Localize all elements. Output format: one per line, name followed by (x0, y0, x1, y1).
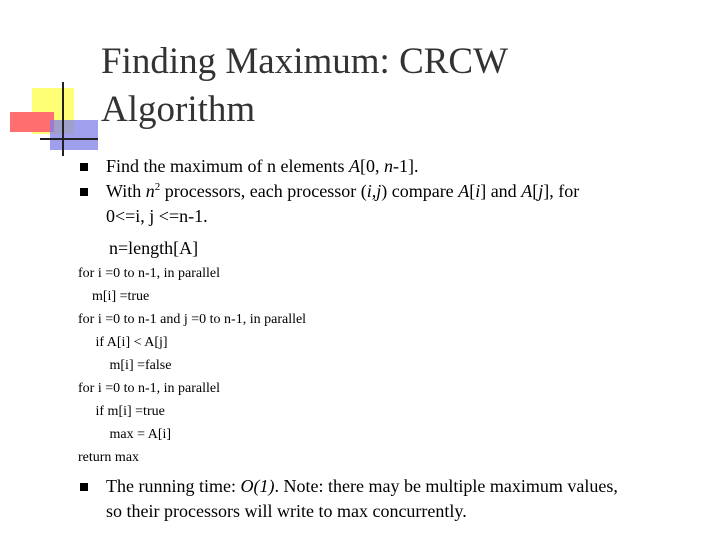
bullet-text: ] and (480, 181, 522, 201)
code-line: max = A[i] (78, 427, 172, 442)
code-line: for i =0 to n-1, in parallel (78, 266, 221, 281)
bullet-square-icon (80, 483, 88, 491)
code-line: for i =0 to n-1 and j =0 to n-1, in parallel (78, 312, 307, 327)
bullet-square-icon (80, 163, 88, 171)
bullet-text: [0, (359, 156, 384, 176)
code-line: m[i] =true (78, 289, 150, 304)
bullet-text: [ (532, 181, 539, 201)
bullet-italic: i (475, 181, 481, 201)
bullet-italic: j (538, 181, 544, 201)
bullet-text: [ (469, 181, 476, 201)
bullet-text: -1]. (392, 156, 419, 176)
slide-title (101, 38, 701, 134)
bullet-continuation: so their processors will write to max concurrently. (106, 501, 467, 521)
bullet-continuation: 0<=i, j <=n-1. (106, 206, 208, 226)
n-definition: n=length[A] (109, 238, 199, 258)
bullet-italic: O(1) (240, 476, 275, 496)
bullet-list (74, 154, 694, 229)
decor-horizontal-line (40, 138, 98, 140)
title-line-1: Finding Maximum: CRCW (101, 41, 509, 82)
bullet-text: Find the maximum of n elements (106, 156, 349, 176)
bullet-italic: A (458, 181, 470, 201)
bullet-text: processors, each processor ( (160, 181, 367, 201)
pseudocode-block (78, 262, 306, 469)
code-line: for i =0 to n-1, in parallel (78, 381, 221, 396)
code-line: if m[i] =true (78, 404, 165, 419)
bullet-item-2 (74, 179, 694, 229)
bullet-italic: A (348, 156, 360, 176)
bullet-text: ], for (543, 181, 580, 201)
bullet-superscript: 2 (154, 181, 161, 193)
bullet-italic: n (383, 156, 393, 176)
title-line-2: Algorithm (101, 89, 256, 130)
bullet-square-icon (80, 188, 88, 196)
bullet-italic: i,j (366, 181, 382, 201)
bottom-bullet-list (74, 474, 694, 524)
decor-blue-square (50, 120, 98, 150)
decor-vertical-line (62, 82, 64, 156)
bullet-text: The running time: (106, 476, 241, 496)
bullet-text: . Note: there may be multiple maximum values, (274, 476, 618, 496)
code-line: return max (78, 450, 140, 465)
decor-red-bar (10, 112, 54, 132)
bullet-item-1 (74, 154, 694, 179)
bullet-italic: n (145, 181, 155, 201)
code-line: if A[i] < A[j] (78, 335, 168, 350)
bullet-text: ) compare (381, 181, 459, 201)
bullet-italic: A (521, 181, 533, 201)
bullet-item-3 (74, 474, 694, 524)
bullet-text: With (106, 181, 146, 201)
code-line: m[i] =false (78, 358, 172, 373)
